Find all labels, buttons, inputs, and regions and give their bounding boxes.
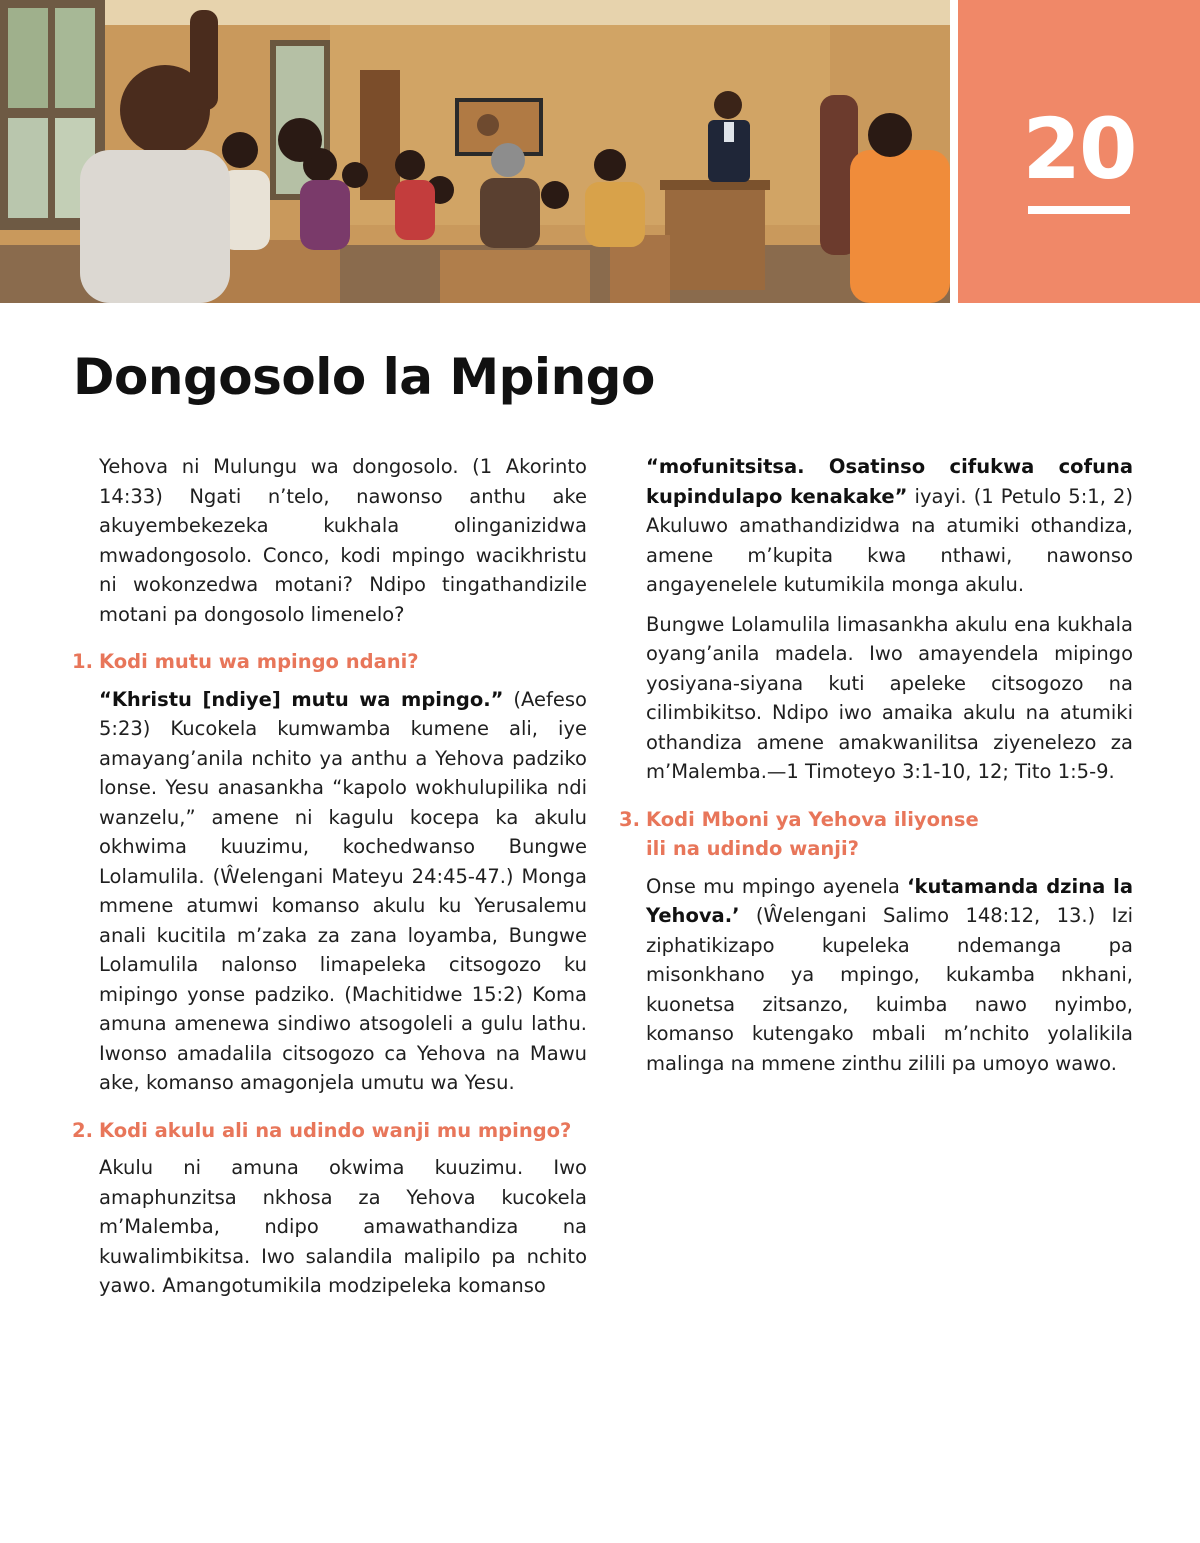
section-2-paragraph-2: Bungwe Lolamulila limasankha akulu ena kukhala oyang’anila madela. Iwo amayendela mipingo yosiyana-siyana kuti apeleke citsogozo na cilimbikitso. Ndipo iwo amaika akulu na atumiki othandiza amene amakwanilitsa ziyenelezo za m’Malemba.—1 Timoteyo 3:1-10, 12; Tito 1:5-9. bbox=[646, 612, 1133, 783]
question-text-line2: ili na udindo wanji? bbox=[646, 837, 859, 860]
lesson-number-badge bbox=[958, 0, 1200, 303]
left-column bbox=[72, 452, 587, 1301]
question-number: 2. bbox=[72, 1118, 93, 1142]
question-1-heading bbox=[72, 647, 587, 677]
paragraph-text: (Aefeso 5:23) Kucokela kumwamba kumene ali, iye amayang’anila nchito ya anthu a Yehova padziko lonse. Yesu anasankha “kapolo wokhulupilika ndi wanzelu,” amene ni kagulu kocepa ka akulu okhwima kuuzimu, kochedwanso Bungwe Lolamulila. (Ŵelengani Mateyu 24:45-47.) Monga mmene atumwi komanso akulu ku Yerusalemu anali kucitila m’zaka za zana loyamba, Bungwe Lolamulila nalonso limapeleka citsogozo ku mipingo yonse padziko. (Machitidwe 15:2) Koma amuna amenewa sindiwo atsogoleli a gulu lathu. Iwonso amadalila citsogozo ca Yehova na Mawu ake, komanso amagonjela umutu wa Yesu. bbox=[99, 687, 587, 1094]
intro-paragraph: Yehova ni Mulungu wa dongosolo. (1 Akorinto 14:33) Ngati n’telo, nawonso anthu ake akuyembekezeka kukhala olinganizidwa mwadongosolo. Conco, kodi mpingo wacikhristu ni wokonzedwa motani? Ndipo tingathandizile motani pa dongosolo limenelo? bbox=[99, 455, 587, 626]
paragraph-text: Onse mu mpingo ayenela bbox=[646, 874, 908, 898]
question-2-heading bbox=[72, 1116, 587, 1146]
question-text-line1: Kodi Mboni ya Yehova iliyonse bbox=[646, 807, 979, 831]
lesson-number: 20 bbox=[1022, 100, 1136, 198]
paragraph-text: Akulu ni amuna okwima kuuzimu. Iwo amaphunzitsa nkhosa za Yehova kucokela m’Malemba, ndipo amawathandiza na kuwalimbikitsa. Iwo salandila malipilo pa nchito yawo. Amangotumikila modzipeleka komanso bbox=[99, 1156, 587, 1297]
congregation-meeting-photo-icon bbox=[0, 0, 950, 303]
paragraph-text: (Ŵelengani Salimo 148:12, 13.) Izi ziphatikizapo kupeleka ndemanga pa misonkhano ya mpingo, kukamba nkhani, kuonetsa zitsanzo, kuimba nawo nyimbo, komanso kutengako mbali m’nchito yolalikila malinga na mmene zinthu zilili pa umoyo wawo. bbox=[646, 904, 1133, 1075]
page-title: Dongosolo la Mpingo bbox=[73, 348, 655, 406]
scripture-quote: ‘kutamanda dzina la Yehova.’ bbox=[646, 874, 1133, 927]
paragraph-text: iyayi. (1 Petulo 5:1, 2) Akuluwo amathandizidwa na atumiki othandiza, amene m’kupita kwa nthawi, nawonso angayenelele kutumikila monga akulu. bbox=[646, 484, 1133, 596]
hero-photo bbox=[0, 0, 950, 303]
question-text: Kodi akulu ali na udindo wanji mu mpingo? bbox=[99, 1118, 572, 1142]
scripture-quote: “Khristu [ndiye] mutu wa mpingo.” bbox=[99, 687, 504, 711]
right-column bbox=[619, 452, 1133, 1088]
section-3-paragraph bbox=[646, 872, 1133, 1079]
section-2-paragraph-continued bbox=[646, 452, 1133, 600]
question-number: 3. bbox=[619, 807, 640, 831]
scripture-quote: “mofunitsitsa. Osatinso cifukwa cofuna kupindulapo kenakake” bbox=[646, 455, 1133, 508]
badge-underline bbox=[1028, 206, 1130, 214]
question-number: 1. bbox=[72, 650, 93, 673]
question-3-heading bbox=[619, 805, 1133, 864]
question-text: Kodi mutu wa mpingo ndani? bbox=[99, 650, 419, 673]
section-2-paragraph-start bbox=[99, 1153, 587, 1301]
section-1-paragraph bbox=[99, 685, 587, 1098]
